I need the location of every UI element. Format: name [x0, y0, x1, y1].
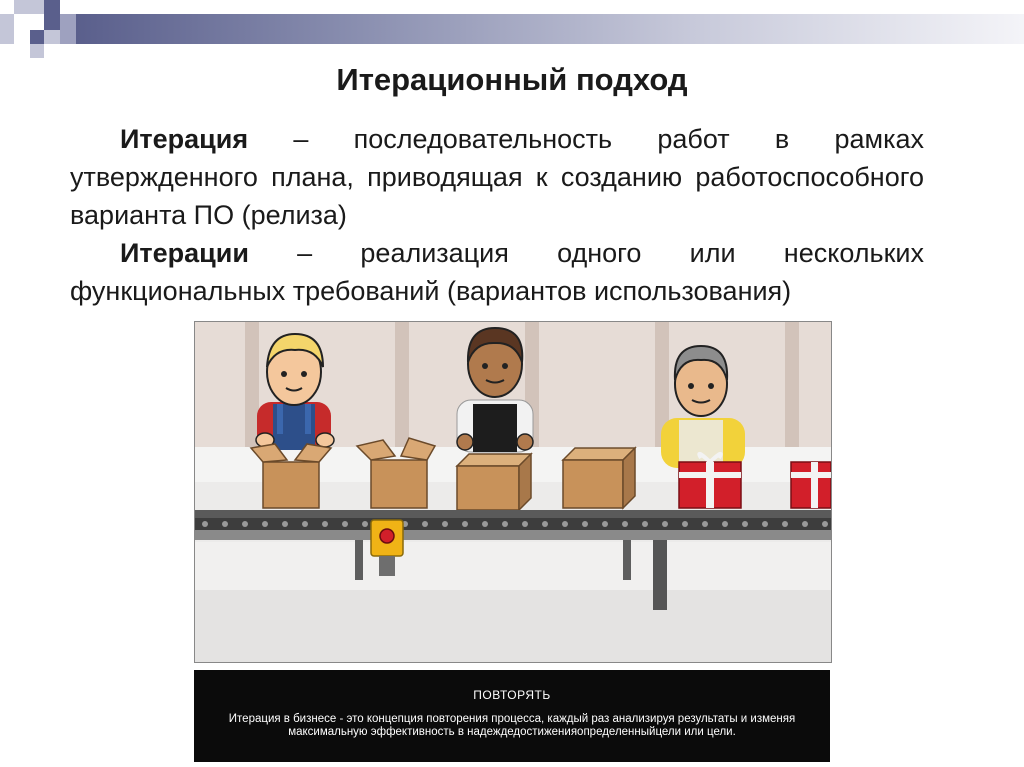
closed-box-2: [563, 448, 635, 508]
caption-panel: [194, 670, 830, 762]
header-gradient-bar: [76, 14, 1024, 44]
definition-iterations: – реализация одного или нескольких функциональных требований (вариантов использования): [70, 238, 924, 306]
conveyor-belt-top: [195, 510, 831, 518]
paragraph-iteration: [70, 120, 924, 234]
slide-title: Итерационный подход: [336, 62, 688, 97]
slide-body: [70, 120, 924, 310]
paragraph-iterations: [70, 234, 924, 310]
assembly-line-illustration: [194, 321, 832, 663]
conveyor-belt: [195, 518, 831, 530]
caption-text: Итерация в бизнесе - это концепция повторения процесса, каждый раз анализируя результаты и изменяя максимальную эффективность в надеждедостиженияопределенныйцели или цели.: [228, 713, 796, 738]
gift-box-1: [679, 454, 741, 508]
conveyor-scene-svg: [195, 322, 831, 662]
term-iteration: Итерация: [120, 124, 249, 154]
caption-title: ПОВТОРЯТЬ: [473, 688, 551, 702]
closed-box-1: [457, 454, 531, 510]
definition-iteration: – последовательность работ в рамках утвержденного плана, приводящая к созданию работоспособного варианта ПО (релиза): [70, 124, 924, 230]
gift-box-2: [791, 462, 831, 508]
term-iterations: Итерации: [120, 238, 249, 268]
